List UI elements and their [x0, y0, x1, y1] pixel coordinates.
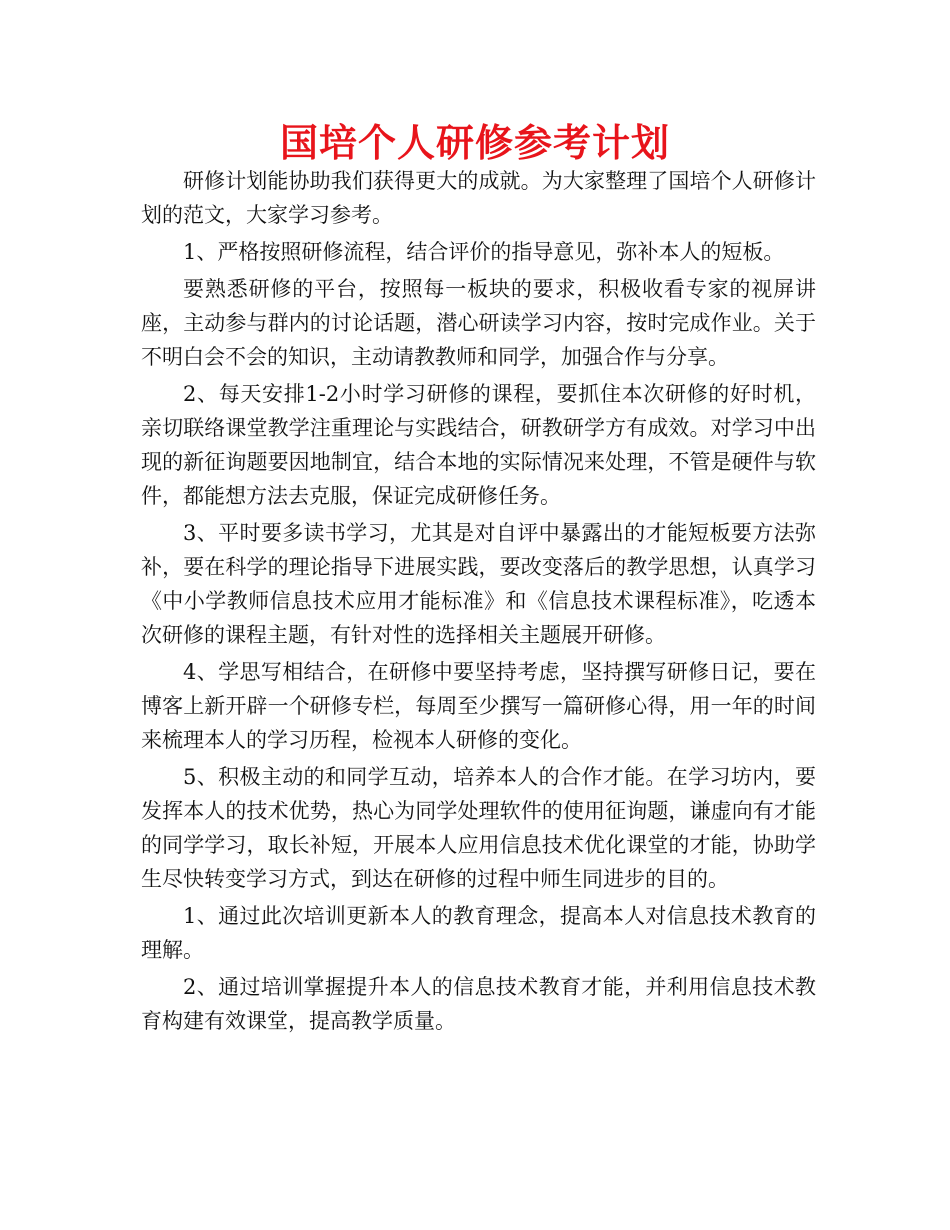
paragraph-goal-2: 2、通过培训掌握提升本人的信息技术教育才能，并利用信息技术教育构建有效课堂，提高教学质量。 — [141, 975, 816, 1033]
paragraph-goal-1: 1、通过此次培训更新本人的教育理念，提高本人对信息技术教育的理解。 — [141, 904, 816, 962]
document-body — [141, 164, 816, 1041]
document-title: 国培个人研修参考计划 — [279, 121, 670, 165]
paragraph-intro: 研修计划能协助我们获得更大的成就。为大家整理了国培个人研修计划的范文，大家学习参考。 — [141, 169, 816, 227]
paragraph-item-2: 2、每天安排1-2小时学习研修的课程，要抓住本次研修的好时机，亲切联络课堂教学注重理论与实践结合，研教研学方有成效。对学习中出现的新征询题要因地制宜，结合本地的实际情况来处理，不管是硬件与软件，都能想方法去克服，保证完成研修任务。 — [141, 382, 816, 508]
paragraph-item-4: 4、学思写相结合，在研修中要坚持考虑，坚持撰写研修日记，要在博客上新开辟一个研修专栏，每周至少撰写一篇研修心得，用一年的时间来梳理本人的学习历程，检视本人研修的变化。 — [141, 660, 816, 752]
paragraph-item-3: 3、平时要多读书学习，尤其是对自评中暴露出的才能短板要方法弥补，要在科学的理论指导下进展实践，要改变落后的教学思想，认真学习《中小学教师信息技术应用才能标准》和《信息技术课程标准》，吃透本次研修的课程主题，有针对性的选择相关主题展开研修。 — [141, 521, 816, 647]
paragraph-platform: 要熟悉研修的平台，按照每一板块的要求，积极收看专家的视屏讲座，主动参与群内的讨论话题，潜心研读学习内容，按时完成作业。关于不明白会不会的知识，主动请教教师和同学，加强合作与分享。 — [141, 277, 816, 369]
paragraph-item-5: 5、积极主动的和同学互动，培养本人的合作才能。在学习坊内，要发挥本人的技术优势，热心为同学处理软件的使用征询题，谦虚向有才能的同学学习，取长补短，开展本人应用信息技术优化课堂的才能，协助学生尽快转变学习方式，到达在研修的过程中师生同进步的目的。 — [141, 765, 816, 891]
paragraph-item-1: 1、严格按照研修流程，结合评价的指导意见，弥补本人的短板。 — [183, 240, 785, 264]
